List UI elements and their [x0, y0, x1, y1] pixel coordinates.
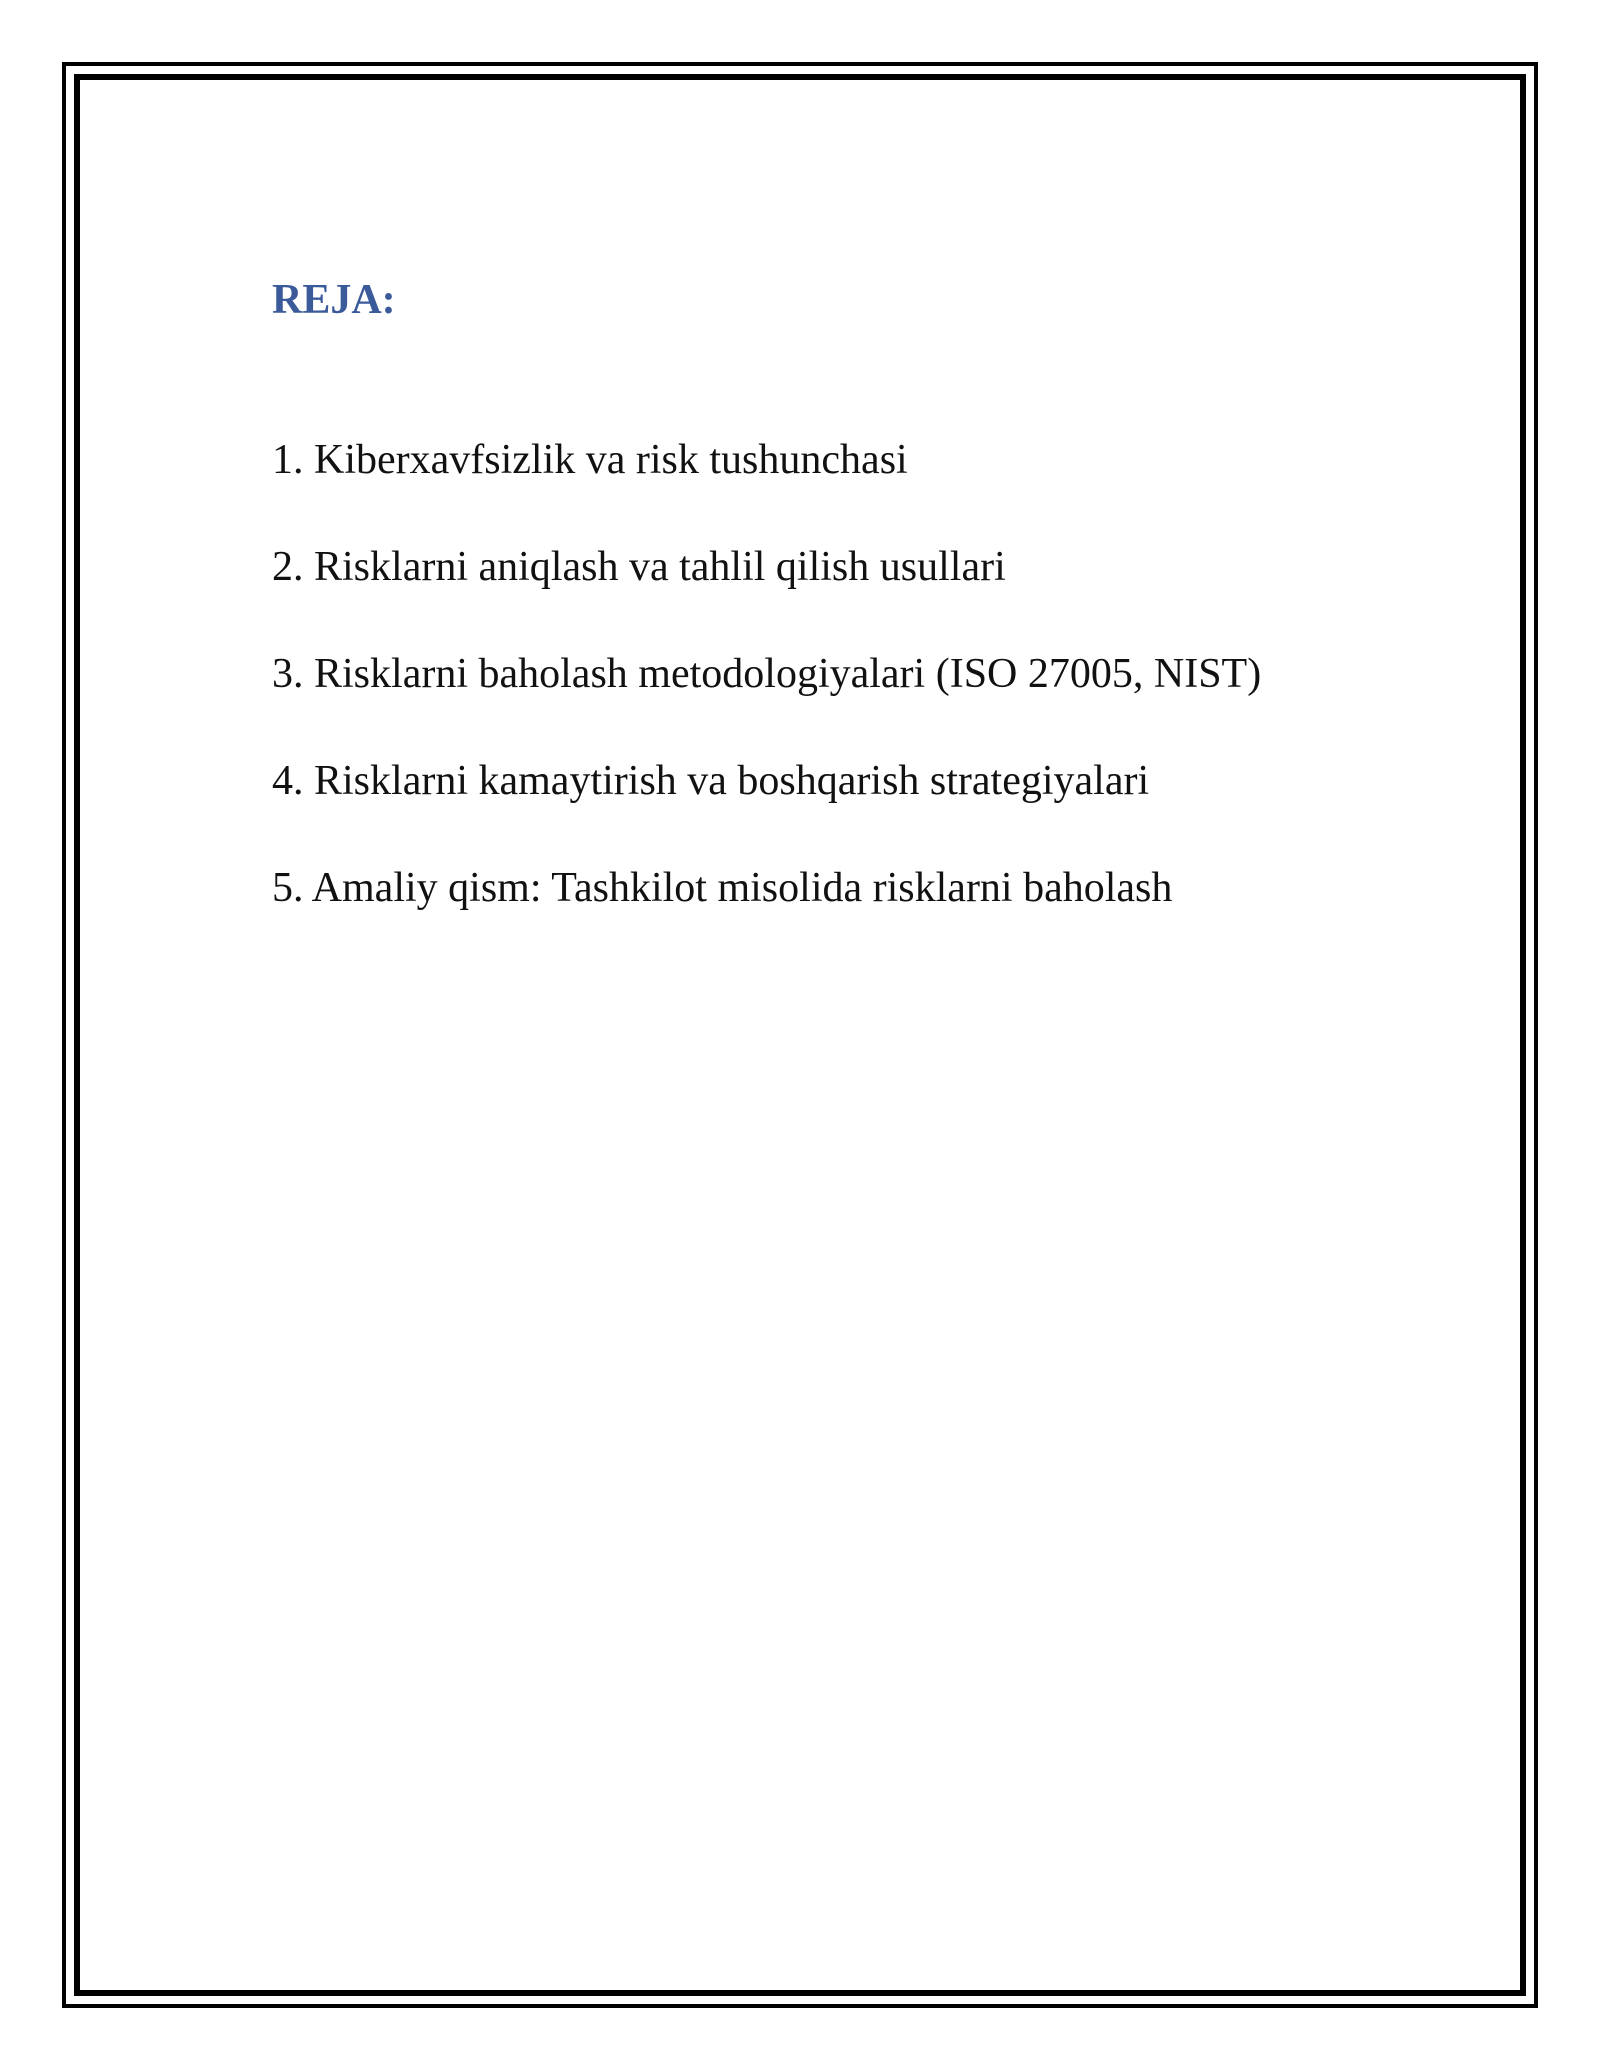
page-content	[272, 270, 1452, 965]
plan-title: REJA:	[272, 277, 396, 323]
plan-item-4: 4. Risklarni kamaytirish va boshqarish strategiyalari	[272, 758, 1150, 804]
plan-item-3: 3. Risklarni baholash metodologiyalari (ISO 27005, NIST)	[272, 651, 1262, 697]
plan-item-2: 2. Risklarni aniqlash va tahlil qilish usullari	[272, 544, 1006, 590]
plan-list	[272, 430, 1452, 918]
plan-item-5: 5. Amaliy qism: Tashkilot misolida risklarni baholash	[272, 865, 1173, 911]
plan-item-1: 1. Kiberxavfsizlik va risk tushunchasi	[272, 437, 908, 483]
